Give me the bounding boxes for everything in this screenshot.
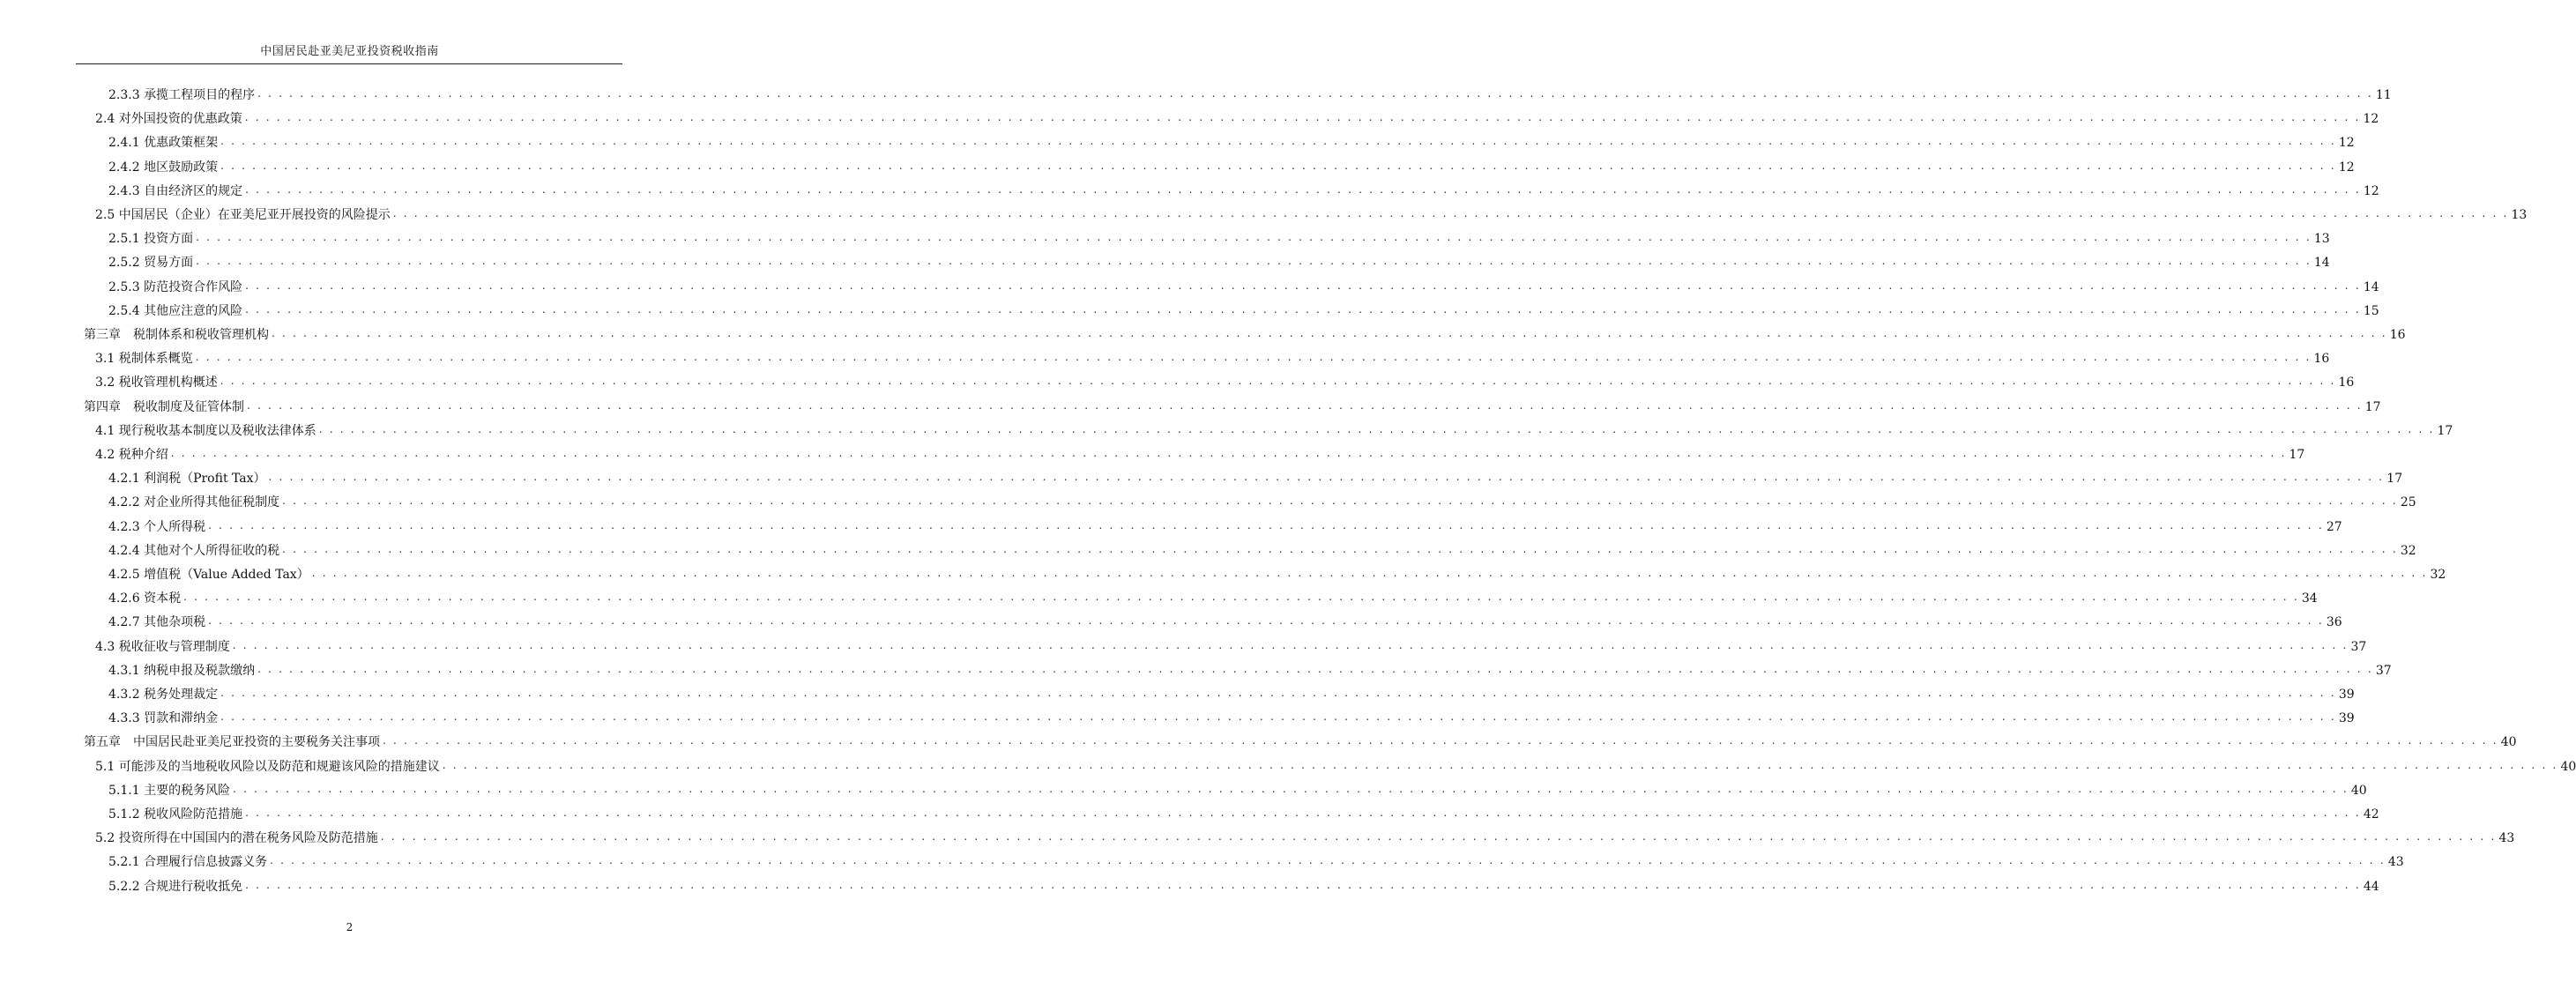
toc-entry[interactable] — [108, 562, 2446, 584]
toc-entry-page-number: 27 — [2326, 519, 2342, 534]
toc-entry-label: 2.3.3 承揽工程项目的程序 — [108, 88, 256, 102]
toc-dot-leader: . . . . . . . . . . . . . . . . . . . . . . . . . . . . . . . . . . . . . . . . . . . . . . . . . . . . . . . . . . . . . . . . . . . . . . . . . . . . . . . . . . . . . . . . . . . . . . . . . . . . . . . . . . . . . . . . . . . . . . . . . . . . . . . . . . . . . . . . . . . . . . . . . . . . . . . . . . . . . . . . . . . . . . . . . . . . . . . . . . . . . . . . . . . . . . . . . . . . . . . . — [247, 398, 2363, 412]
toc-entry-label: 4.3.3 罚款和滞纳金 — [108, 711, 219, 726]
toc-dot-leader: . . . . . . . . . . . . . . . . . . . . . . . . . . . . . . . . . . . . . . . . . . . . . . . . . . . . . . . . . . . . . . . . . . . . . . . . . . . . . . . . . . . . . . . . . . . . . . . . . . . . . . . . . . . . . . . . . . . . . . . . . . . . . . . . . . . . . . . . . . . . . . . . . . . . . . . . . . . . . . . . . . . . . . . . . . . . . . . . . . . . . . . . . . . . . . . . . . . . . . . . — [380, 830, 2497, 844]
toc-entry-page-number: 40 — [2350, 783, 2367, 798]
toc-entry-label: 2.5.3 防范投资合作风险 — [108, 279, 243, 294]
toc-entry[interactable] — [108, 610, 2342, 631]
toc-entry-label: 4.1 现行税收基本制度以及税收法律体系 — [95, 423, 316, 438]
toc-dot-leader: . . . . . . . . . . . . . . . . . . . . . . . . . . . . . . . . . . . . . . . . . . . . . . . . . . . . . . . . . . . . . . . . . . . . . . . . . . . . . . . . . . . . . . . . . . . . . . . . . . . . . . . . . . . . . . . . . . . . . . . . . . . . . . . . . . . . . . . . . . . . . . . . . . . . . . . . . . . . . . . . . . . . . . . . . . . . . . . . . . . . . . . . . . . . . . . . . . . . . . . . — [220, 687, 2336, 699]
toc-entry[interactable] — [108, 227, 2330, 248]
toc-entry-page-number: 11 — [2375, 88, 2392, 102]
toc-entry-label: 5.1.1 主要的税务风险 — [108, 783, 231, 798]
toc-entry-page-number: 14 — [2313, 256, 2330, 271]
toc-dot-leader: . . . . . . . . . . . . . . . . . . . . . . . . . . . . . . . . . . . . . . . . . . . . . . . . . . . . . . . . . . . . . . . . . . . . . . . . . . . . . . . . . . . . . . . . . . . . . . . . . . . . . . . . . . . . . . . . . . . . . . . . . . . . . . . . . . . . . . . . . . . . . . . . . . . . . . . . . . . . . . . . . . . . . . . . . . . . . . . . . . . . . . . . . . . . . . . . . . . . . . . . — [268, 471, 2385, 484]
toc-dot-leader: . . . . . . . . . . . . . . . . . . . . . . . . . . . . . . . . . . . . . . . . . . . . . . . . . . . . . . . . . . . . . . . . . . . . . . . . . . . . . . . . . . . . . . . . . . . . . . . . . . . . . . . . . . . . . . . . . . . . . . . . . . . . . . . . . . . . . . . . . . . . . . . . . . . . . . . . . . . . . . . . . . . . . . . . . . . . . . . . . . . . . . . . . . . . . . . . . . . . . . . . — [220, 375, 2336, 388]
toc-entry[interactable] — [108, 515, 2342, 536]
toc-entry[interactable] — [95, 755, 2576, 776]
toc-entry-page-number: 39 — [2338, 711, 2355, 726]
toc-entry-label: 第五章 中国居民赴亚美尼亚投资的主要税务关注事项 — [84, 735, 380, 750]
toc-dot-leader: . . . . . . . . . . . . . . . . . . . . . . . . . . . . . . . . . . . . . . . . . . . . . . . . . . . . . . . . . . . . . . . . . . . . . . . . . . . . . . . . . . . . . . . . . . . . . . . . . . . . . . . . . . . . . . . . . . . . . . . . . . . . . . . . . . . . . . . . . . . . . . . . . . . . . . . . . . . . . . . . . . . . . . . . . . . . . . . . . . . . . . . . . . . . . . . . . . . . . . . . — [170, 447, 2287, 459]
toc-entry-page-number: 36 — [2326, 615, 2342, 630]
toc-entry-label: 2.5 中国居民（企业）在亚美尼亚开展投资的风险提示 — [95, 208, 391, 222]
toc-entry-page-number: 16 — [2313, 352, 2330, 367]
toc-dot-leader: . . . . . . . . . . . . . . . . . . . . . . . . . . . . . . . . . . . . . . . . . . . . . . . . . . . . . . . . . . . . . . . . . . . . . . . . . . . . . . . . . . . . . . . . . . . . . . . . . . . . . . . . . . . . . . . . . . . . . . . . . . . . . . . . . . . . . . . . . . . . . . . . . . . . . . . . . . . . . . . . . . . . . . . . . . . . . . . . . . . . . . . . . . . . . . . . . . . . . . . . — [195, 351, 2312, 364]
toc-entry[interactable] — [108, 706, 2355, 727]
toc-entry[interactable] — [84, 730, 2517, 751]
toc-entry-label: 5.1.2 税收风险防范措施 — [108, 807, 243, 822]
toc-entry-page-number: 17 — [2386, 472, 2403, 487]
toc-entry[interactable] — [84, 323, 2406, 344]
toc-entry-page-number: 16 — [2338, 376, 2355, 390]
toc-entry-label: 2.4.1 优惠政策框架 — [108, 136, 219, 151]
toc-entry-page-number: 25 — [2400, 495, 2416, 510]
toc-entry[interactable] — [108, 466, 2403, 487]
toc-dot-leader: . . . . . . . . . . . . . . . . . . . . . . . . . . . . . . . . . . . . . . . . . . . . . . . . . . . . . . . . . . . . . . . . . . . . . . . . . . . . . . . . . . . . . . . . . . . . . . . . . . . . . . . . . . . . . . . . . . . . . . . . . . . . . . . . . . . . . . . . . . . . . . . . . . . . . . . . . . . . . . . . . . . . . . . . . . . . . . . . . . . . . . . . . . . . . . . . . . . . . . . . — [318, 422, 2435, 435]
toc-entry[interactable] — [108, 682, 2355, 703]
toc-entry-label: 2.4.3 自由经济区的规定 — [108, 183, 243, 198]
toc-entry-label: 4.2.7 其他杂项税 — [108, 615, 206, 630]
toc-dot-leader: . . . . . . . . . . . . . . . . . . . . . . . . . . . . . . . . . . . . . . . . . . . . . . . . . . . . . . . . . . . . . . . . . . . . . . . . . . . . . . . . . . . . . . . . . . . . . . . . . . . . . . . . . . . . . . . . . . . . . . . . . . . . . . . . . . . . . . . . . . . . . . . . . . . . . . . . . . . . . . . . . . . . . . . . . . . . . . . . . . . . . . . . . . . . . . . . . . . . . . . . — [383, 734, 2498, 747]
toc-entry-page-number: 17 — [2437, 423, 2453, 438]
toc-dot-leader: . . . . . . . . . . . . . . . . . . . . . . . . . . . . . . . . . . . . . . . . . . . . . . . . . . . . . . . . . . . . . . . . . . . . . . . . . . . . . . . . . . . . . . . . . . . . . . . . . . . . . . . . . . . . . . . . . . . . . . . . . . . . . . . . . . . . . . . . . . . . . . . . . . . . . . . . . . . . . . . . . . . . . . . . . . . . . . . . . . . . . . . . . . . . . . . . . . . . . . . . — [442, 758, 2558, 771]
toc-entry-label: 第三章 税制体系和税收管理机构 — [84, 328, 269, 342]
running-header: 中国居民赴亚美尼亚投资税收指南 — [260, 45, 439, 58]
toc-entry[interactable] — [84, 395, 2381, 416]
toc-entry[interactable] — [108, 586, 2318, 607]
toc-dot-leader: . . . . . . . . . . . . . . . . . . . . . . . . . . . . . . . . . . . . . . . . . . . . . . . . . . . . . . . . . . . . . . . . . . . . . . . . . . . . . . . . . . . . . . . . . . . . . . . . . . . . . . . . . . . . . . . . . . . . . . . . . . . . . . . . . . . . . . . . . . . . . . . . . . . . . . . . . . . . . . . . . . . . . . . . . . . . . . . . . . . . . . . . . . . . . . . . . . . . . . . . — [270, 854, 2386, 867]
toc-entry-label: 3.2 税收管理机构概述 — [95, 376, 218, 390]
toc-entry-label: 2.4.2 地区鼓励政策 — [108, 160, 219, 175]
toc-entry[interactable] — [108, 250, 2330, 271]
toc-entry[interactable] — [95, 203, 2528, 224]
toc-dot-leader: . . . . . . . . . . . . . . . . . . . . . . . . . . . . . . . . . . . . . . . . . . . . . . . . . . . . . . . . . . . . . . . . . . . . . . . . . . . . . . . . . . . . . . . . . . . . . . . . . . . . . . . . . . . . . . . . . . . . . . . . . . . . . . . . . . . . . . . . . . . . . . . . . . . . . . . . . . . . . . . . . . . . . . . . . . . . . . . . . . . . . . . . . . . . . . . . . . . . . . . . — [196, 231, 2312, 244]
toc-dot-leader: . . . . . . . . . . . . . . . . . . . . . . . . . . . . . . . . . . . . . . . . . . . . . . . . . . . . . . . . . . . . . . . . . . . . . . . . . . . . . . . . . . . . . . . . . . . . . . . . . . . . . . . . . . . . . . . . . . . . . . . . . . . . . . . . . . . . . . . . . . . . . . . . . . . . . . . . . . . . . . . . . . . . . . . . . . . . . . . . . . . . . . . . . . . . . . . . . . . . . . . . — [208, 614, 2324, 628]
toc-entry-page-number: 12 — [2338, 136, 2355, 151]
toc-dot-leader: . . . . . . . . . . . . . . . . . . . . . . . . . . . . . . . . . . . . . . . . . . . . . . . . . . . . . . . . . . . . . . . . . . . . . . . . . . . . . . . . . . . . . . . . . . . . . . . . . . . . . . . . . . . . . . . . . . . . . . . . . . . . . . . . . . . . . . . . . . . . . . . . . . . . . . . . . . . . . . . . . . . . . . . . . . . . . . . . . . . . . . . . . . . . . . . . . . . . . . . . — [257, 662, 2373, 675]
toc-entry-page-number: 12 — [2363, 183, 2379, 198]
toc-entry-page-number: 12 — [2363, 112, 2379, 127]
toc-entry[interactable] — [108, 275, 2379, 296]
toc-entry-label: 4.2.3 个人所得税 — [108, 519, 206, 534]
toc-entry-page-number: 17 — [2364, 399, 2381, 414]
toc-entry-page-number: 32 — [2430, 568, 2446, 582]
toc-entry-page-number: 14 — [2363, 279, 2379, 294]
toc-dot-leader: . . . . . . . . . . . . . . . . . . . . . . . . . . . . . . . . . . . . . . . . . . . . . . . . . . . . . . . . . . . . . . . . . . . . . . . . . . . . . . . . . . . . . . . . . . . . . . . . . . . . . . . . . . . . . . . . . . . . . . . . . . . . . . . . . . . . . . . . . . . . . . . . . . . . . . . . . . . . . . . . . . . . . . . . . . . . . . . . . . . . . . . . . . . . . . . . . . . . . . . . — [282, 542, 2398, 555]
toc-entry-label: 4.2.1 利润税（Profit Tax） — [108, 472, 266, 487]
toc-dot-leader: . . . . . . . . . . . . . . . . . . . . . . . . . . . . . . . . . . . . . . . . . . . . . . . . . . . . . . . . . . . . . . . . . . . . . . . . . . . . . . . . . . . . . . . . . . . . . . . . . . . . . . . . . . . . . . . . . . . . . . . . . . . . . . . . . . . . . . . . . . . . . . . . . . . . . . . . . . . . . . . . . . . . . . . . . . . . . . . . . . . . . . . . . . . . . . . . . . . . . . . . — [208, 518, 2324, 532]
toc-entry-page-number: 34 — [2301, 591, 2318, 606]
header-rule — [76, 63, 622, 64]
toc-dot-leader: . . . . . . . . . . . . . . . . . . . . . . . . . . . . . . . . . . . . . . . . . . . . . . . . . . . . . . . . . . . . . . . . . . . . . . . . . . . . . . . . . . . . . . . . . . . . . . . . . . . . . . . . . . . . . . . . . . . . . . . . . . . . . . . . . . . . . . . . . . . . . . . . . . . . . . . . . . . . . . . . . . . . . . . . . . . . . . . . . . . . . . . . . . . . . . . . . . . . . . . . — [257, 87, 2373, 100]
toc-entry[interactable] — [108, 539, 2416, 560]
toc-dot-leader: . . . . . . . . . . . . . . . . . . . . . . . . . . . . . . . . . . . . . . . . . . . . . . . . . . . . . . . . . . . . . . . . . . . . . . . . . . . . . . . . . . . . . . . . . . . . . . . . . . . . . . . . . . . . . . . . . . . . . . . . . . . . . . . . . . . . . . . . . . . . . . . . . . . . . . . . . . . . . . . . . . . . . . . . . . . . . . . . . . . . . . . . . . . . . . . . . . . . . . . . — [233, 782, 2349, 795]
toc-entry[interactable] — [108, 490, 2416, 511]
toc-entry-page-number: 16 — [2389, 328, 2406, 342]
toc-entry[interactable] — [108, 130, 2355, 152]
toc-entry[interactable] — [108, 155, 2355, 176]
toc-entry-page-number: 17 — [2289, 448, 2305, 462]
toc-entry-label: 4.3.2 税务处理裁定 — [108, 688, 219, 702]
toc-entry[interactable] — [108, 179, 2379, 200]
toc-entry-page-number: 32 — [2400, 543, 2416, 558]
toc-entry-label: 4.2 税种介绍 — [95, 448, 168, 462]
toc-entry-page-number: 13 — [2313, 232, 2330, 247]
toc-entry-page-number: 39 — [2338, 688, 2355, 702]
toc-entry[interactable] — [108, 874, 2379, 896]
toc-entry-label: 5.2.1 合理履行信息披露义务 — [108, 855, 268, 870]
toc-entry[interactable] — [95, 442, 2305, 464]
toc-entry-label: 2.5.4 其他应注意的风险 — [108, 303, 243, 318]
toc-dot-leader: . . . . . . . . . . . . . . . . . . . . . . . . . . . . . . . . . . . . . . . . . . . . . . . . . . . . . . . . . . . . . . . . . . . . . . . . . . . . . . . . . . . . . . . . . . . . . . . . . . . . . . . . . . . . . . . . . . . . . . . . . . . . . . . . . . . . . . . . . . . . . . . . . . . . . . . . . . . . . . . . . . . . . . . . . . . . . . . . . . . . . . . . . . . . . . . . . . . . . . . . — [196, 255, 2312, 268]
toc-entry-label: 4.2.5 增值税（Value Added Tax） — [108, 568, 309, 582]
toc-entry-label: 4.2.6 资本税 — [108, 591, 182, 606]
toc-entry-page-number: 37 — [2375, 663, 2392, 678]
toc-entry-label: 5.2.2 合规进行税收抵免 — [108, 879, 243, 894]
toc-entry-label: 4.2.4 其他对个人所得征收的税 — [108, 543, 280, 558]
toc-entry-page-number: 40 — [2500, 735, 2517, 750]
toc-entry-label: 第四章 税收制度及征管体制 — [84, 399, 244, 414]
toc-dot-leader: . . . . . . . . . . . . . . . . . . . . . . . . . . . . . . . . . . . . . . . . . . . . . . . . . . . . . . . . . . . . . . . . . . . . . . . . . . . . . . . . . . . . . . . . . . . . . . . . . . . . . . . . . . . . . . . . . . . . . . . . . . . . . . . . . . . . . . . . . . . . . . . . . . . . . . . . . . . . . . . . . . . . . . . . . . . . . . . . . . . . . . . . . . . . . . . . . . . . . . . . — [220, 135, 2336, 148]
toc-dot-leader: . . . . . . . . . . . . . . . . . . . . . . . . . . . . . . . . . . . . . . . . . . . . . . . . . . . . . . . . . . . . . . . . . . . . . . . . . . . . . . . . . . . . . . . . . . . . . . . . . . . . . . . . . . . . . . . . . . . . . . . . . . . . . . . . . . . . . . . . . . . . . . . . . . . . . . . . . . . . . . . . . . . . . . . . . . . . . . . . . . . . . . . . . . . . . . . . . . . . . . . . — [220, 159, 2336, 172]
toc-dot-leader: . . . . . . . . . . . . . . . . . . . . . . . . . . . . . . . . . . . . . . . . . . . . . . . . . . . . . . . . . . . . . . . . . . . . . . . . . . . . . . . . . . . . . . . . . . . . . . . . . . . . . . . . . . . . . . . . . . . . . . . . . . . . . . . . . . . . . . . . . . . . . . . . . . . . . . . . . . . . . . . . . . . . . . . . . . . . . . . . . . . . . . . . . . . . . . . . . . . . . . . . — [245, 807, 2361, 819]
toc-entry[interactable] — [95, 370, 2355, 391]
toc-entry[interactable] — [108, 850, 2404, 871]
toc-entry-page-number: 43 — [2387, 855, 2404, 870]
toc-entry-page-number: 15 — [2363, 303, 2379, 318]
toc-dot-leader: . . . . . . . . . . . . . . . . . . . . . . . . . . . . . . . . . . . . . . . . . . . . . . . . . . . . . . . . . . . . . . . . . . . . . . . . . . . . . . . . . . . . . . . . . . . . . . . . . . . . . . . . . . . . . . . . . . . . . . . . . . . . . . . . . . . . . . . . . . . . . . . . . . . . . . . . . . . . . . . . . . . . . . . . . . . . . . . . . . . . . . . . . . . . . . . . . . . . . . . . — [245, 182, 2361, 196]
toc-dot-leader: . . . . . . . . . . . . . . . . . . . . . . . . . . . . . . . . . . . . . . . . . . . . . . . . . . . . . . . . . . . . . . . . . . . . . . . . . . . . . . . . . . . . . . . . . . . . . . . . . . . . . . . . . . . . . . . . . . . . . . . . . . . . . . . . . . . . . . . . . . . . . . . . . . . . . . . . . . . . . . . . . . . . . . . . . . . . . . . . . . . . . . . . . . . . . . . . . . . . . . . . — [220, 710, 2336, 724]
toc-entry-page-number: 40 — [2560, 759, 2576, 774]
toc-dot-leader: . . . . . . . . . . . . . . . . . . . . . . . . . . . . . . . . . . . . . . . . . . . . . . . . . . . . . . . . . . . . . . . . . . . . . . . . . . . . . . . . . . . . . . . . . . . . . . . . . . . . . . . . . . . . . . . . . . . . . . . . . . . . . . . . . . . . . . . . . . . . . . . . . . . . . . . . . . . . . . . . . . . . . . . . . . . . . . . . . . . . . . . . . . . . . . . . . . . . . . . . — [392, 207, 2509, 219]
toc-entry-page-number: 13 — [2511, 208, 2528, 222]
toc-entry-label: 2.5.2 贸易方面 — [108, 256, 194, 271]
toc-entry[interactable] — [108, 299, 2379, 320]
toc-entry-label: 2.4 对外国投资的优惠政策 — [95, 112, 242, 127]
toc-entry-label: 3.1 税制体系概览 — [95, 352, 193, 367]
toc-entry-page-number: 12 — [2338, 160, 2355, 175]
toc-entry[interactable] — [95, 826, 2515, 847]
toc-dot-leader: . . . . . . . . . . . . . . . . . . . . . . . . . . . . . . . . . . . . . . . . . . . . . . . . . . . . . . . . . . . . . . . . . . . . . . . . . . . . . . . . . . . . . . . . . . . . . . . . . . . . . . . . . . . . . . . . . . . . . . . . . . . . . . . . . . . . . . . . . . . . . . . . . . . . . . . . . . . . . . . . . . . . . . . . . . . . . . . . . . . . . . . . . . . . . . . . . . . . . . . . — [232, 638, 2349, 651]
toc-entry[interactable] — [108, 778, 2367, 799]
toc-entry[interactable] — [108, 658, 2392, 680]
toc-dot-leader: . . . . . . . . . . . . . . . . . . . . . . . . . . . . . . . . . . . . . . . . . . . . . . . . . . . . . . . . . . . . . . . . . . . . . . . . . . . . . . . . . . . . . . . . . . . . . . . . . . . . . . . . . . . . . . . . . . . . . . . . . . . . . . . . . . . . . . . . . . . . . . . . . . . . . . . . . . . . . . . . . . . . . . . . . . . . . . . . . . . . . . . . . . . . . . . . . . . . . . . . — [244, 111, 2361, 124]
page-number: 2 — [346, 921, 354, 933]
toc-dot-leader: . . . . . . . . . . . . . . . . . . . . . . . . . . . . . . . . . . . . . . . . . . . . . . . . . . . . . . . . . . . . . . . . . . . . . . . . . . . . . . . . . . . . . . . . . . . . . . . . . . . . . . . . . . . . . . . . . . . . . . . . . . . . . . . . . . . . . . . . . . . . . . . . . . . . . . . . . . . . . . . . . . . . . . . . . . . . . . . . . . . . . . . . . . . . . . . . . . . . . . . . — [272, 327, 2387, 339]
toc-entry-label: 5.2 投资所得在中国国内的潜在税务风险及防范措施 — [95, 831, 378, 846]
toc-entry[interactable] — [95, 635, 2367, 656]
toc-entry-label: 4.2.2 对企业所得其他征税制度 — [108, 495, 280, 510]
toc-dot-leader: . . . . . . . . . . . . . . . . . . . . . . . . . . . . . . . . . . . . . . . . . . . . . . . . . . . . . . . . . . . . . . . . . . . . . . . . . . . . . . . . . . . . . . . . . . . . . . . . . . . . . . . . . . . . . . . . . . . . . . . . . . . . . . . . . . . . . . . . . . . . . . . . . . . . . . . . . . . . . . . . . . . . . . . . . . . . . . . . . . . . . . . . . . . . . . . . . . . . . . . . — [245, 279, 2361, 292]
toc-dot-leader: . . . . . . . . . . . . . . . . . . . . . . . . . . . . . . . . . . . . . . . . . . . . . . . . . . . . . . . . . . . . . . . . . . . . . . . . . . . . . . . . . . . . . . . . . . . . . . . . . . . . . . . . . . . . . . . . . . . . . . . . . . . . . . . . . . . . . . . . . . . . . . . . . . . . . . . . . . . . . . . . . . . . . . . . . . . . . . . . . . . . . . . . . . . . . . . . . . . . . . . . — [245, 878, 2361, 891]
toc-entry-page-number: 42 — [2363, 807, 2379, 822]
toc-entry-label: 4.3 税收征收与管理制度 — [95, 639, 230, 654]
toc-entry-page-number: 43 — [2498, 831, 2515, 846]
toc-entry[interactable] — [95, 419, 2453, 440]
toc-dot-leader: . . . . . . . . . . . . . . . . . . . . . . . . . . . . . . . . . . . . . . . . . . . . . . . . . . . . . . . . . . . . . . . . . . . . . . . . . . . . . . . . . . . . . . . . . . . . . . . . . . . . . . . . . . . . . . . . . . . . . . . . . . . . . . . . . . . . . . . . . . . . . . . . . . . . . . . . . . . . . . . . . . . . . . . . . . . . . . . . . . . . . . . . . . . . . . . . . . . . . . . . — [183, 591, 2299, 604]
toc-dot-leader: . . . . . . . . . . . . . . . . . . . . . . . . . . . . . . . . . . . . . . . . . . . . . . . . . . . . . . . . . . . . . . . . . . . . . . . . . . . . . . . . . . . . . . . . . . . . . . . . . . . . . . . . . . . . . . . . . . . . . . . . . . . . . . . . . . . . . . . . . . . . . . . . . . . . . . . . . . . . . . . . . . . . . . . . . . . . . . . . . . . . . . . . . . . . . . . . . . . . . . . . — [311, 567, 2428, 579]
toc-entry[interactable] — [95, 107, 2379, 128]
toc-entry[interactable] — [108, 802, 2379, 823]
toc-entry-label: 4.3.1 纳税申报及税款缴纳 — [108, 663, 256, 678]
toc-entry-label: 5.1 可能涉及的当地税收风险以及防范和规避该风险的措施建议 — [95, 759, 440, 774]
toc-dot-leader: . . . . . . . . . . . . . . . . . . . . . . . . . . . . . . . . . . . . . . . . . . . . . . . . . . . . . . . . . . . . . . . . . . . . . . . . . . . . . . . . . . . . . . . . . . . . . . . . . . . . . . . . . . . . . . . . . . . . . . . . . . . . . . . . . . . . . . . . . . . . . . . . . . . . . . . . . . . . . . . . . . . . . . . . . . . . . . . . . . . . . . . . . . . . . . . . . . . . . . . . — [245, 302, 2361, 316]
toc-entry[interactable] — [95, 346, 2330, 368]
toc-dot-leader: . . . . . . . . . . . . . . . . . . . . . . . . . . . . . . . . . . . . . . . . . . . . . . . . . . . . . . . . . . . . . . . . . . . . . . . . . . . . . . . . . . . . . . . . . . . . . . . . . . . . . . . . . . . . . . . . . . . . . . . . . . . . . . . . . . . . . . . . . . . . . . . . . . . . . . . . . . . . . . . . . . . . . . . . . . . . . . . . . . . . . . . . . . . . . . . . . . . . . . . . — [282, 494, 2398, 508]
toc-entry-page-number: 37 — [2350, 639, 2367, 654]
toc-entry-label: 2.5.1 投资方面 — [108, 232, 194, 247]
toc-entry-page-number: 44 — [2363, 879, 2379, 894]
toc-entry[interactable] — [108, 83, 2392, 104]
